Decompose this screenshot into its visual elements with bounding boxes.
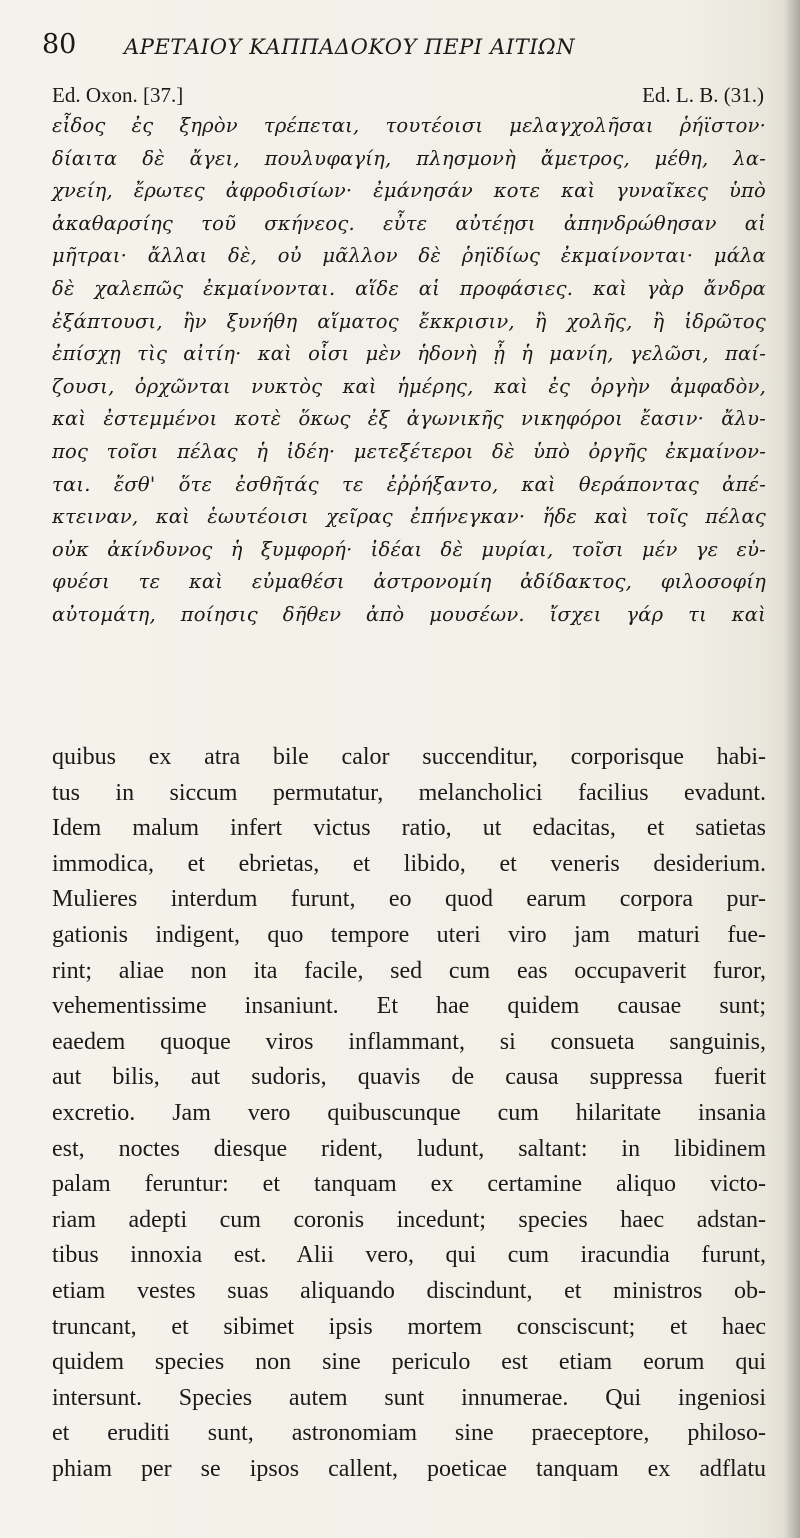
edition-references: [52, 82, 764, 108]
greek-text-block: [52, 110, 766, 632]
running-title: ΑΡΕΤΑΙΟΥ ΚΑΠΠΑΔΟΚΟΥ ΠΕΡΙ ΑΙΤΙΩΝ: [124, 35, 576, 59]
greek-line: οὐκ ἀκίνδυνος ἡ ξυμφορή· ἰδέαι δὲ μυρίαι, τοῖσι μέν γε εὐ-: [52, 537, 766, 561]
latin-line: est, noctes diesque rident, ludunt, saltant: in libidinem: [52, 1135, 766, 1162]
greek-line: αὐτομάτη, ποίησις δῆθεν ἀπὸ μουσέων. ἴσχει γάρ τι καὶ: [52, 602, 766, 626]
latin-line: truncant, et sibimet ipsis mortem consciscunt; et haec: [52, 1313, 766, 1340]
greek-line: κτειναν, καὶ ἑωυτέοισι χεῖρας ἐπήνεγκαν· ἥδε καὶ τοῖς πέλας: [52, 505, 766, 529]
greek-line: ἀκαθαρσίης τοῦ σκήνεος. εὖτε αὐτέῃσι ἀπηνδρώθησαν αἱ: [52, 211, 766, 235]
latin-line: excretio. Jam vero quibuscunque cum hilaritate insania: [52, 1099, 766, 1126]
edition-oxford-ref: Ed. Oxon. [37.]: [52, 83, 184, 107]
latin-line: quibus ex atra bile calor succenditur, corporisque habi-: [52, 744, 766, 770]
latin-line: rint; aliae non ita facile, sed cum eas occupaverit furor,: [52, 957, 766, 984]
greek-line: εἶδος ἐς ξηρὸν τρέπεται, τουτέοισι μελαγχολῆσαι ῥήϊστον·: [52, 114, 766, 137]
greek-line: δίαιτα δὲ ἄγει, πουλυφαγίη, πλησμονὴ ἄμετρος, μέθη, λα-: [52, 146, 766, 170]
latin-line: phiam per se ipsos callent, poeticae tanquam ex adflatu: [52, 1455, 766, 1482]
latin-line: riam adepti cum coronis incedunt; species haec adstan-: [52, 1206, 766, 1233]
latin-translation-block: [52, 740, 766, 1487]
latin-line: eaedem quoque viros inflammant, si consueta sanguinis,: [52, 1028, 766, 1055]
running-head: [42, 26, 762, 68]
latin-line: immodica, et ebrietas, et libido, et veneris desiderium.: [52, 850, 766, 877]
page-binding-shadow: [784, 0, 800, 1538]
page-number: 80: [42, 29, 77, 60]
greek-line: δὲ χαλεπῶς ἐκμαίνονται. αἵδε αἱ προφάσιες. καὶ γὰρ ἄνδρα: [52, 276, 766, 300]
greek-line: ται. ἔσθ' ὅτε ἐσθῆτάς τε ἐῤῥήξαντο, καὶ θεράποντας ἀπέ-: [52, 472, 766, 496]
latin-line: vehementissime insaniunt. Et hae quidem causae sunt;: [52, 993, 766, 1020]
latin-line: gationis indigent, quo tempore uteri viro jam maturi fue-: [52, 921, 766, 948]
greek-line: πος τοῖσι πέλας ἡ ἰδέη· μετεξέτεροι δὲ ὑπὸ ὀργῆς ἐκμαίνον-: [52, 439, 766, 463]
latin-line: tibus innoxia est. Alii vero, qui cum iracundia furunt,: [52, 1242, 766, 1269]
latin-line: quidem species non sine periculo est etiam eorum qui: [52, 1349, 766, 1376]
greek-line: ἐξάπτουσι, ἢν ξυνήθη αἵματος ἔκκρισιν, ἢ χολῆς, ἢ ἱδρῶτος: [52, 309, 766, 333]
greek-line: φυέσι τε καὶ εὐμαθέσι ἀστρονομίη ἀδίδακτος, φιλοσοφίη: [52, 570, 766, 594]
edition-leiden-ref: Ed. L. B. (31.): [642, 83, 764, 107]
latin-line: Idem malum infert victus ratio, ut edacitas, et satietas: [52, 815, 766, 842]
greek-line: καὶ ἐστεμμένοι κοτὲ ὅκως ἐξ ἀγωνικῆς νικηφόροι ἔασιν· ἄλυ-: [52, 407, 766, 431]
greek-line: ἐπίσχῃ τὶς αἰτίη· καὶ οἷσι μὲν ἡδονὴ ᾖ ἡ μανίη, γελῶσι, παί-: [52, 342, 766, 366]
greek-line: χνείη, ἔρωτες ἀφροδισίων· ἐμάνησάν κοτε καὶ γυναῖκες ὑπὸ: [52, 179, 766, 203]
greek-line: ζουσι, ὀρχῶνται νυκτὸς καὶ ἡμέρης, καὶ ἐς ὀργὴν ἀμφαδὸν,: [52, 374, 766, 398]
latin-line: Mulieres interdum furunt, eo quod earum corpora pur-: [52, 886, 766, 913]
latin-line: etiam vestes suas aliquando discindunt, et ministros ob-: [52, 1277, 766, 1304]
latin-line: tus in siccum permutatur, melancholici facilius evadunt.: [52, 779, 766, 806]
latin-line: et eruditi sunt, astronomiam sine praeceptore, philoso-: [52, 1420, 766, 1447]
latin-line: aut bilis, aut sudoris, quavis de causa suppressa fuerit: [52, 1064, 766, 1091]
latin-line: intersunt. Species autem sunt innumerae. Qui ingeniosi: [52, 1384, 766, 1411]
greek-line: μῆτραι· ἄλλαι δὲ, οὐ μᾶλλον δὲ ῥηϊδίως ἐκμαίνονται· μάλα: [52, 244, 766, 268]
latin-line: palam feruntur: et tanquam ex certamine aliquo victo-: [52, 1171, 766, 1198]
